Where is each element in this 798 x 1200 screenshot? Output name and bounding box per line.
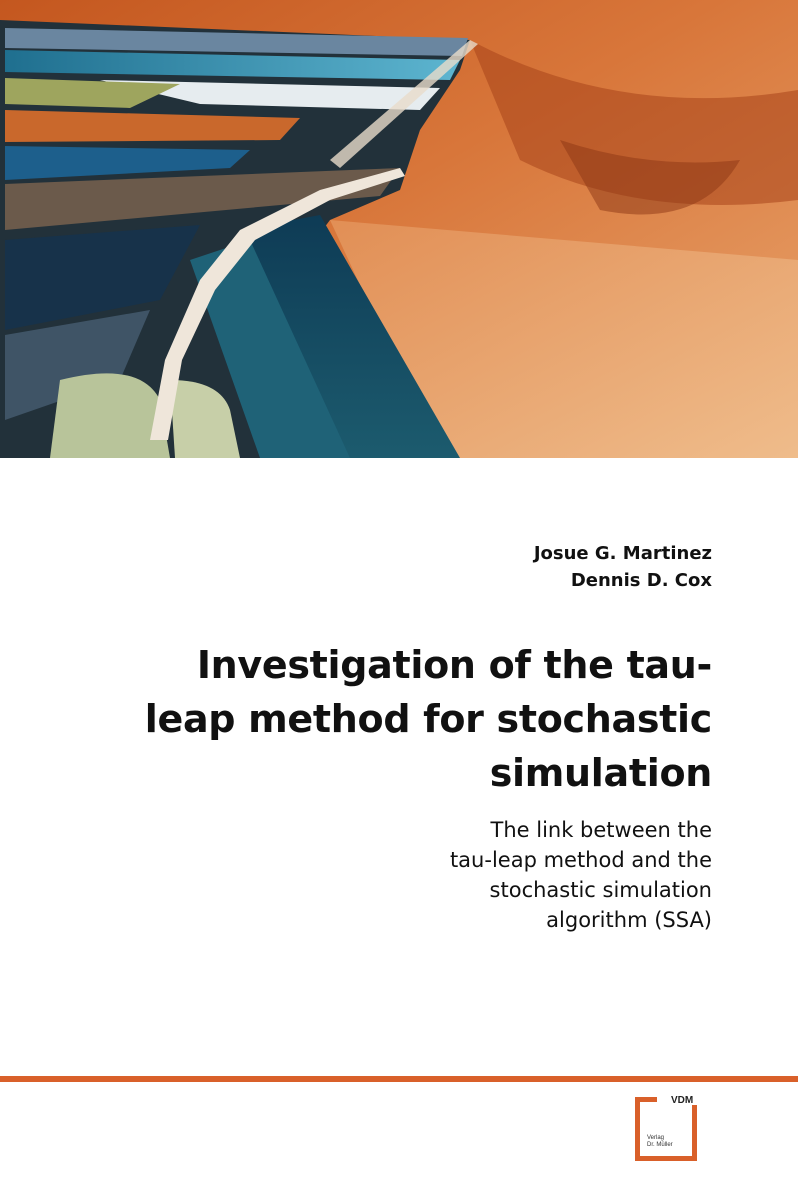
publisher-logo <box>627 1093 717 1175</box>
logo-frame <box>635 1097 697 1161</box>
title-line: leap method for stochastic <box>144 697 712 741</box>
subtitle-line: algorithm (SSA) <box>546 908 712 932</box>
logo-subtext: Verlag Dr. Müller <box>647 1135 673 1148</box>
author-name: Dennis D. Cox <box>570 570 712 591</box>
cover-photo <box>0 0 798 458</box>
author-list <box>534 540 712 594</box>
divider-rule <box>0 1076 798 1082</box>
subtitle-line: stochastic simulation <box>489 878 712 902</box>
logo-text: VDM <box>671 1095 694 1106</box>
book-title <box>72 638 712 800</box>
title-line: simulation <box>489 751 712 795</box>
subtitle-line: tau-leap method and the <box>449 848 712 872</box>
author-name: Josue G. Martinez <box>533 543 712 564</box>
book-subtitle <box>292 815 712 935</box>
title-line: Investigation of the tau- <box>196 643 712 687</box>
subtitle-line: The link between the <box>490 818 712 842</box>
aerial-ponds-image <box>0 0 798 458</box>
